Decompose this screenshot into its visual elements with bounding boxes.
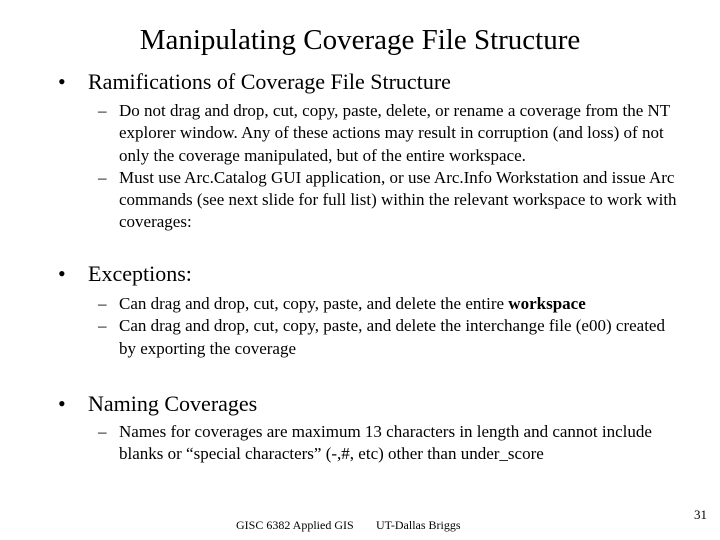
dash-icon: – [98, 316, 107, 336]
bullet-heading: Exceptions: [88, 261, 192, 286]
sub-list-exceptions [98, 293, 678, 360]
list-item [98, 167, 678, 234]
list-item-text-bold: workspace [508, 294, 586, 313]
list-item-text [119, 293, 678, 315]
list-item [98, 100, 678, 167]
list-item-text: Do not drag and drop, cut, copy, paste, delete, or rename a coverage from the NT explorer window. Any of these actions may result in corruption (and loss) of not only the coverage manipulated, but of the entire workspace. [119, 101, 670, 165]
footer-author: UT-Dallas Briggs [376, 518, 461, 532]
slide-title: Manipulating Coverage File Structure [139, 24, 581, 56]
dash-icon: – [98, 422, 107, 441]
bullet-exceptions [58, 261, 192, 287]
bullet-icon: • [58, 391, 66, 416]
bullet-icon: • [58, 261, 66, 286]
bullet-heading: Ramifications of Coverage File Structure [88, 69, 451, 94]
list-item-text: Must use Arc.Catalog GUI application, or use Arc.Info Workstation and issue Arc commands (see next slide for full list) within the relevant workspace to work with coverages: [119, 167, 677, 232]
footer-course: GISC 6382 Applied GIS [236, 518, 354, 532]
dash-icon: – [98, 294, 107, 313]
list-item-text-plain: Can drag and drop, cut, copy, paste, and delete the entire [119, 294, 509, 313]
list-item-text: Can drag and drop, cut, copy, paste, and delete the interchange file (e00) created by exporting the coverage [119, 316, 665, 358]
bullet-icon: • [58, 69, 66, 94]
list-item [98, 293, 678, 315]
dash-icon: – [98, 101, 107, 120]
page-number: 31 [694, 507, 707, 522]
bullet-ramifications [58, 69, 451, 95]
list-item-text: Names for coverages are maximum 13 characters in length and cannot include blanks or “special characters” (-,#, etc) other than under_score [119, 422, 652, 464]
bullet-naming [58, 391, 257, 417]
dash-icon: – [98, 167, 107, 187]
sub-list-ramifications [98, 100, 678, 234]
bullet-heading: Naming Coverages [88, 391, 258, 416]
sub-list-naming [98, 421, 678, 466]
list-item [98, 421, 678, 466]
list-item [98, 315, 678, 360]
